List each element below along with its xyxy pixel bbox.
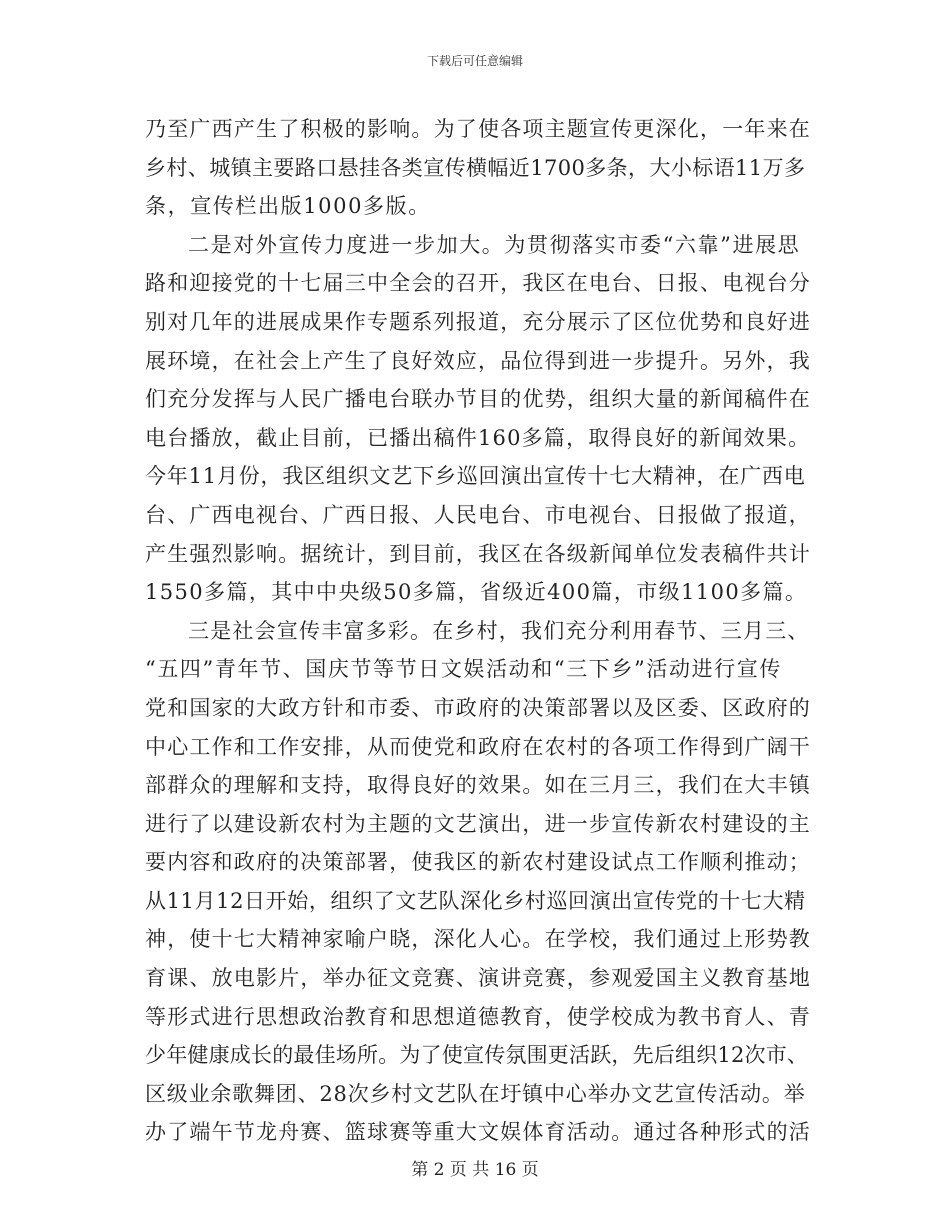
text-line: 台、广西电视台、广西日报、人民电台、市电视台、日报做了报道，	[145, 502, 811, 527]
text-line: 今年11月份，我区组织文艺下乡巡回演出宣传十七大精神，在广西电	[145, 464, 806, 489]
text-line: 产生强烈影响。据统计，到目前，我区在各级新闻单位发表稿件共计	[145, 541, 811, 566]
text-line: 1550多篇，其中中央级50多篇，省级近400篇，市级1100多篇。	[145, 580, 808, 605]
text-line: 三是社会宣传丰富多彩。在乡村，我们充分利用春节、三月三、	[188, 618, 810, 643]
text-line: 办了端午节龙舟赛、篮球赛等重大文娱体育活动。通过各种形式的活	[145, 1120, 811, 1145]
text-line: 二是对外宣传力度进一步加大。为贯彻落实市委“六靠”进展思	[188, 232, 801, 257]
text-line: 中心工作和工作安排，从而使党和政府在农村的各项工作得到广阔干	[145, 734, 811, 759]
text-line: “五四”青年节、国庆节等节日文娱活动和“三下乡”活动进行宣传	[145, 657, 782, 682]
text-line: 进行了以建设新农村为主题的文艺演出，进一步宣传新农村建设的主	[145, 811, 811, 836]
text-line: 区级业余歌舞团、28次乡村文艺队在圩镇中心举办文艺宣传活动。举	[145, 1081, 806, 1106]
text-line: 从11月12日开始，组织了文艺队深化乡村巡回演出宣传党的十七大精	[145, 888, 806, 913]
text-line: 部群众的理解和支持，取得良好的效果。如在三月三，我们在大丰镇	[145, 773, 811, 798]
text-line: 育课、放电影片，举办征文竞赛、演讲竞赛，参观爱国主义教育基地	[145, 966, 811, 991]
text-line: 要内容和政府的决策部署，使我区的新农村建设试点工作顺利推动；	[145, 850, 811, 875]
text-line: 们充分发挥与人民广播电台联办节目的优势，组织大量的新闻稿件在	[145, 387, 811, 412]
text-line: 党和国家的大政方针和市委、市政府的决策部署以及区委、区政府的	[145, 695, 811, 720]
text-line: 路和迎接党的十七届三中全会的召开，我区在电台、日报、电视台分	[145, 271, 811, 296]
page-header: 下载后可任意编辑	[426, 54, 523, 68]
text-line: 少年健康成长的最佳场所。为了使宣传氛围更活跃，先后组织12次市、	[145, 1043, 809, 1068]
text-line: 别对几年的进展成果作专题系列报道，充分展示了区位优势和良好进	[145, 309, 811, 334]
text-line: 条，宣传栏出版1000多版。	[145, 194, 431, 219]
text-line: 乃至广西产生了积极的影响。为了使各项主题宣传更深化，一年来在	[145, 117, 811, 141]
text-line: 乡村、城镇主要路口悬挂各类宣传横幅近1700多条，大小标语11万多	[145, 155, 806, 180]
body-text	[145, 110, 810, 1152]
text-line: 等形式进行思想政治教育和思想道德教育，使学校成为教书育人、青	[145, 1004, 811, 1029]
page-number-footer: 第 2 页 共 16 页	[411, 1160, 539, 1180]
text-line: 电台播放，截止目前，已播出稿件160多篇，取得良好的新闻效果。	[145, 425, 811, 450]
text-line: 神，使十七大精神家喻户晓，深化人心。在学校，我们通过上形势教	[145, 927, 811, 952]
text-line: 展环境，在社会上产生了良好效应，品位得到进一步提升。另外，我	[145, 348, 811, 373]
